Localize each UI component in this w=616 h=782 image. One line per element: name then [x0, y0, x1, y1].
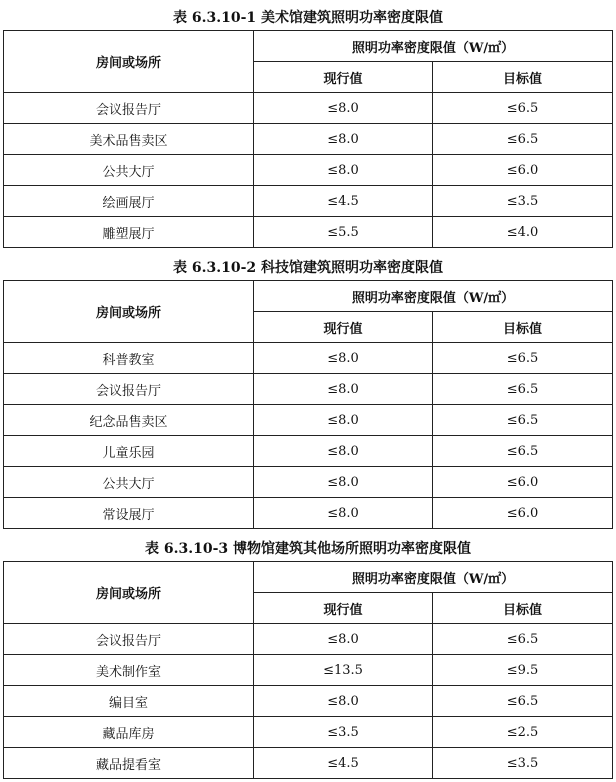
cell-current: ≤8.0	[254, 498, 433, 529]
cell-current: ≤8.0	[254, 686, 433, 717]
cell-room: 美术品售卖区	[4, 124, 254, 155]
header-lpd-limit: 照明功率密度限值（W/㎡）	[254, 562, 613, 593]
cell-current: ≤5.5	[254, 217, 433, 248]
cell-current: ≤8.0	[254, 124, 433, 155]
cell-target: ≤6.0	[433, 498, 613, 529]
cell-room: 公共大厅	[4, 155, 254, 186]
cell-current: ≤8.0	[254, 436, 433, 467]
table-2	[3, 280, 613, 529]
cell-target: ≤6.5	[433, 374, 613, 405]
cell-current: ≤8.0	[254, 155, 433, 186]
header-room: 房间或场所	[4, 281, 254, 343]
cell-room: 常设展厅	[4, 498, 254, 529]
cell-room: 儿童乐园	[4, 436, 254, 467]
cell-target: ≤4.0	[433, 217, 613, 248]
table-row	[4, 374, 613, 405]
cell-current: ≤3.5	[254, 717, 433, 748]
cell-current: ≤8.0	[254, 93, 433, 124]
cell-current: ≤8.0	[254, 343, 433, 374]
table-row	[4, 686, 613, 717]
cell-room: 绘画展厅	[4, 186, 254, 217]
header-target: 目标值	[433, 62, 613, 93]
cell-target: ≤6.5	[433, 624, 613, 655]
table-row	[4, 343, 613, 374]
header-lpd-limit: 照明功率密度限值（W/㎡）	[254, 281, 613, 312]
cell-current: ≤4.5	[254, 186, 433, 217]
table-1-caption: 表 6.3.10-1 美术馆建筑照明功率密度限值	[172, 10, 443, 26]
table-row	[4, 93, 613, 124]
cell-room: 藏品库房	[4, 717, 254, 748]
cell-room: 编目室	[4, 686, 254, 717]
table-row	[4, 436, 613, 467]
cell-target: ≤6.0	[433, 155, 613, 186]
table-row	[4, 655, 613, 686]
table-row	[4, 498, 613, 529]
cell-current: ≤8.0	[254, 405, 433, 436]
cell-room: 美术制作室	[4, 655, 254, 686]
cell-target: ≤2.5	[433, 717, 613, 748]
cell-target: ≤6.5	[433, 686, 613, 717]
cell-target: ≤6.5	[433, 124, 613, 155]
table-row	[4, 717, 613, 748]
table-row	[4, 124, 613, 155]
cell-current: ≤4.5	[254, 748, 433, 779]
table-2-header-row	[4, 281, 613, 312]
header-target: 目标值	[433, 593, 613, 624]
cell-current: ≤8.0	[254, 467, 433, 498]
table-1	[3, 30, 613, 248]
header-current: 现行值	[254, 593, 433, 624]
header-target: 目标值	[433, 312, 613, 343]
table-row	[4, 748, 613, 779]
table-row	[4, 217, 613, 248]
cell-target: ≤6.5	[433, 93, 613, 124]
table-2-caption: 表 6.3.10-2 科技馆建筑照明功率密度限值	[172, 260, 443, 276]
cell-room: 会议报告厅	[4, 93, 254, 124]
cell-room: 纪念品售卖区	[4, 405, 254, 436]
cell-target: ≤3.5	[433, 748, 613, 779]
table-row	[4, 186, 613, 217]
table-row	[4, 405, 613, 436]
header-room: 房间或场所	[4, 562, 254, 624]
table-1-header-row	[4, 31, 613, 62]
cell-target: ≤9.5	[433, 655, 613, 686]
header-current: 现行值	[254, 62, 433, 93]
cell-room: 科普教室	[4, 343, 254, 374]
table-row	[4, 155, 613, 186]
cell-target: ≤6.0	[433, 467, 613, 498]
cell-current: ≤13.5	[254, 655, 433, 686]
table-3-caption: 表 6.3.10-3 博物馆建筑其他场所照明功率密度限值	[144, 541, 471, 557]
cell-target: ≤3.5	[433, 186, 613, 217]
header-current: 现行值	[254, 312, 433, 343]
cell-target: ≤6.5	[433, 436, 613, 467]
header-lpd-limit: 照明功率密度限值（W/㎡）	[254, 31, 613, 62]
cell-room: 会议报告厅	[4, 374, 254, 405]
cell-current: ≤8.0	[254, 374, 433, 405]
table-3-header-row	[4, 562, 613, 593]
cell-room: 藏品提看室	[4, 748, 254, 779]
table-3	[3, 561, 613, 779]
table-row	[4, 467, 613, 498]
cell-target: ≤6.5	[433, 405, 613, 436]
cell-current: ≤8.0	[254, 624, 433, 655]
cell-room: 会议报告厅	[4, 624, 254, 655]
header-room: 房间或场所	[4, 31, 254, 93]
table-row	[4, 624, 613, 655]
cell-room: 公共大厅	[4, 467, 254, 498]
cell-target: ≤6.5	[433, 343, 613, 374]
cell-room: 雕塑展厅	[4, 217, 254, 248]
